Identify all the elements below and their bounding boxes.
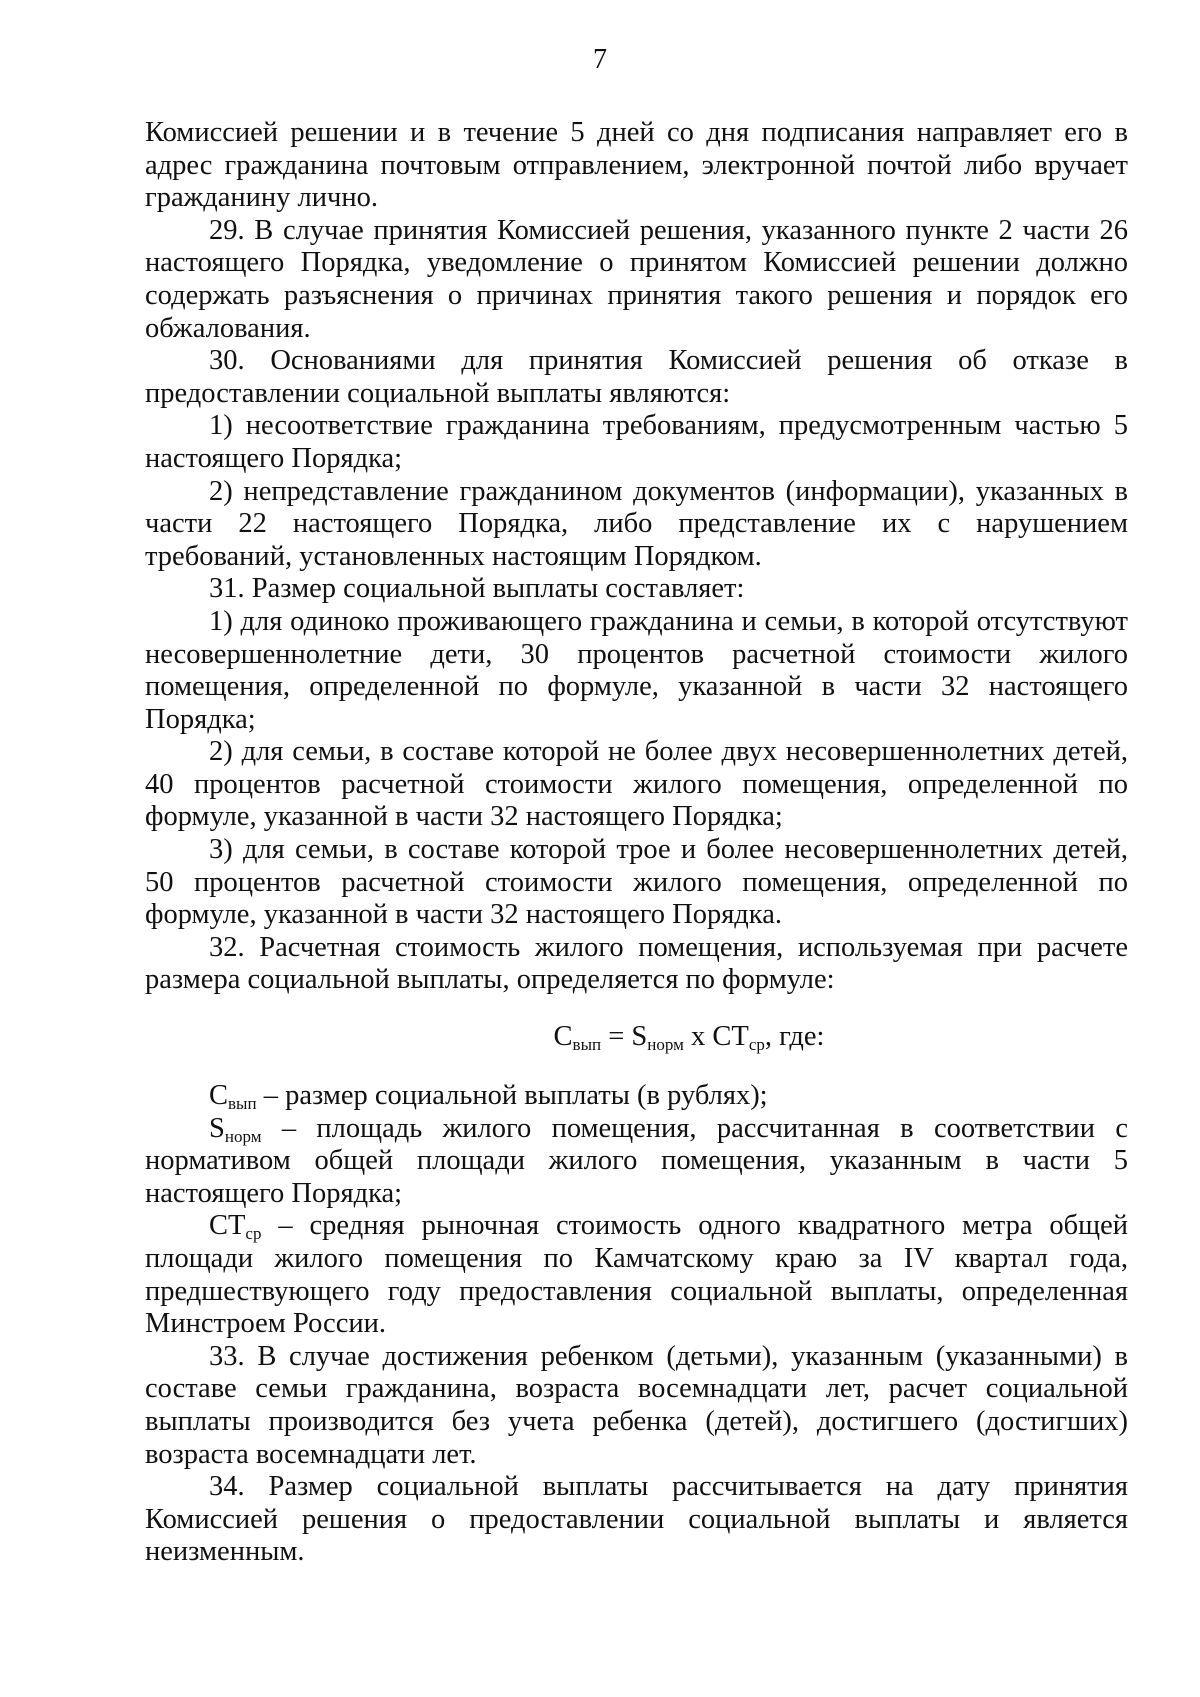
paragraph-31-item-3: 3) для семьи, в составе которой трое и более несовершеннолетних детей, 50 процентов расчетной стоимости жилого помещения, определенной по формуле, указанной в части 32 настоящего Порядка. bbox=[145, 834, 1128, 931]
paragraph-31-item-1: 1) для одиноко проживающего гражданина и семьи, в которой отсутствуют несовершеннолетние дети, 30 процентов расчетной стоимости жилого помещения, определенной по формуле, указанной в части 32 настоящего Порядка; bbox=[145, 605, 1128, 735]
definition-ct-symbol bbox=[209, 1210, 262, 1244]
definition-s-norm bbox=[145, 1113, 1128, 1211]
formula-ct-symbol bbox=[712, 1021, 765, 1055]
formula bbox=[145, 1021, 1128, 1053]
formula-tail: , где: bbox=[764, 1021, 825, 1053]
formula-s-base: S bbox=[631, 1021, 648, 1053]
definition-c-symbol bbox=[209, 1080, 257, 1114]
paragraph-31: 31. Размер социальной выплаты составляет: bbox=[209, 573, 745, 605]
paragraph-30-item-2: 2) непредставление гражданином документов (информации), указанных в части 22 настоящего Порядка, либо представление их с нарушением требований, установленных настоящим Порядком. bbox=[145, 475, 1128, 572]
formula-s-sub: норм bbox=[647, 1035, 684, 1055]
paragraph-29: 29. В случае принятия Комиссией решения, указанного пункте 2 части 26 настоящего Порядка, уведомление о принятом Комиссией решении должно содержать разъяснения о причинах принятия такого решения и порядок его обжалования. bbox=[145, 214, 1128, 344]
document-body bbox=[145, 117, 1128, 1569]
definition-ct-base: СТ bbox=[209, 1210, 246, 1242]
definition-s-base: S bbox=[209, 1112, 225, 1144]
formula-c-symbol bbox=[553, 1021, 602, 1055]
definition-ct-text: – средняя рыночная стоимость одного квадратного метра общей площади жилого помещения по Камчатскому краю за IV квартал года, предшествующего году предоставления социальной выплаты, определенная Минстроем России. bbox=[145, 1210, 1128, 1340]
formula-equals: = bbox=[601, 1021, 632, 1053]
formula-ct-base: СТ bbox=[712, 1021, 749, 1053]
formula-c-base: С bbox=[553, 1021, 573, 1053]
definition-s-sub: норм bbox=[224, 1126, 262, 1146]
definition-c-sub: вып bbox=[228, 1094, 257, 1114]
page-number: 7 bbox=[593, 44, 607, 75]
definition-ct-sr bbox=[145, 1210, 1128, 1340]
paragraph-34: 34. Размер социальной выплаты рассчитывается на дату принятия Комиссией решения о предоставлении социальной выплаты и является неизменным. bbox=[145, 1471, 1128, 1568]
formula-ct-sub: ср bbox=[748, 1035, 765, 1055]
paragraph-continuation: Комиссией решении и в течение 5 дней со дня подписания направляет его в адрес гражданина почтовым отправлением, электронной почтой либо вручает гражданину лично. bbox=[145, 117, 1128, 214]
paragraph-30: 30. Основаниями для принятия Комиссией решения об отказе в предоставлении социальной выплаты являются: bbox=[145, 345, 1128, 409]
definition-s-text: – площадь жилого помещения, рассчитанная в соответствии с нормативом общей площади жилого помещения, указанным в части 5 настоящего Порядка; bbox=[145, 1112, 1128, 1209]
definition-c-text: – размер социальной выплаты (в рублях); bbox=[256, 1080, 768, 1112]
paragraph-32: 32. Расчетная стоимость жилого помещения, используемая при расчете размера социальной выплаты, определяется по формуле: bbox=[145, 931, 1128, 996]
paragraph-30-item-1: 1) несоответствие гражданина требованиям, предусмотренным частью 5 настоящего Порядка; bbox=[145, 410, 1128, 474]
paragraph-31-item-2: 2) для семьи, в составе которой не более двух несовершеннолетних детей, 40 процентов расчетной стоимости жилого помещения, определенной по формуле, указанной в части 32 настоящего Порядка; bbox=[145, 736, 1128, 833]
definition-c-base: С bbox=[209, 1080, 229, 1112]
formula-times: х bbox=[683, 1021, 713, 1053]
formula-s-symbol bbox=[631, 1021, 684, 1055]
definition-ct-sub: ср bbox=[245, 1224, 262, 1244]
definition-c-vyp bbox=[145, 1080, 1128, 1113]
formula-c-sub: вып bbox=[572, 1035, 602, 1055]
paragraph-33: 33. В случае достижения ребенком (детьми), указанным (указанными) в составе семьи гражданина, возраста восемнадцати лет, расчет социальной выплаты производится без учета ребенка (детей), достигшего (достигших) возраста восемнадцати лет. bbox=[145, 1340, 1128, 1470]
definition-s-symbol bbox=[209, 1113, 261, 1144]
